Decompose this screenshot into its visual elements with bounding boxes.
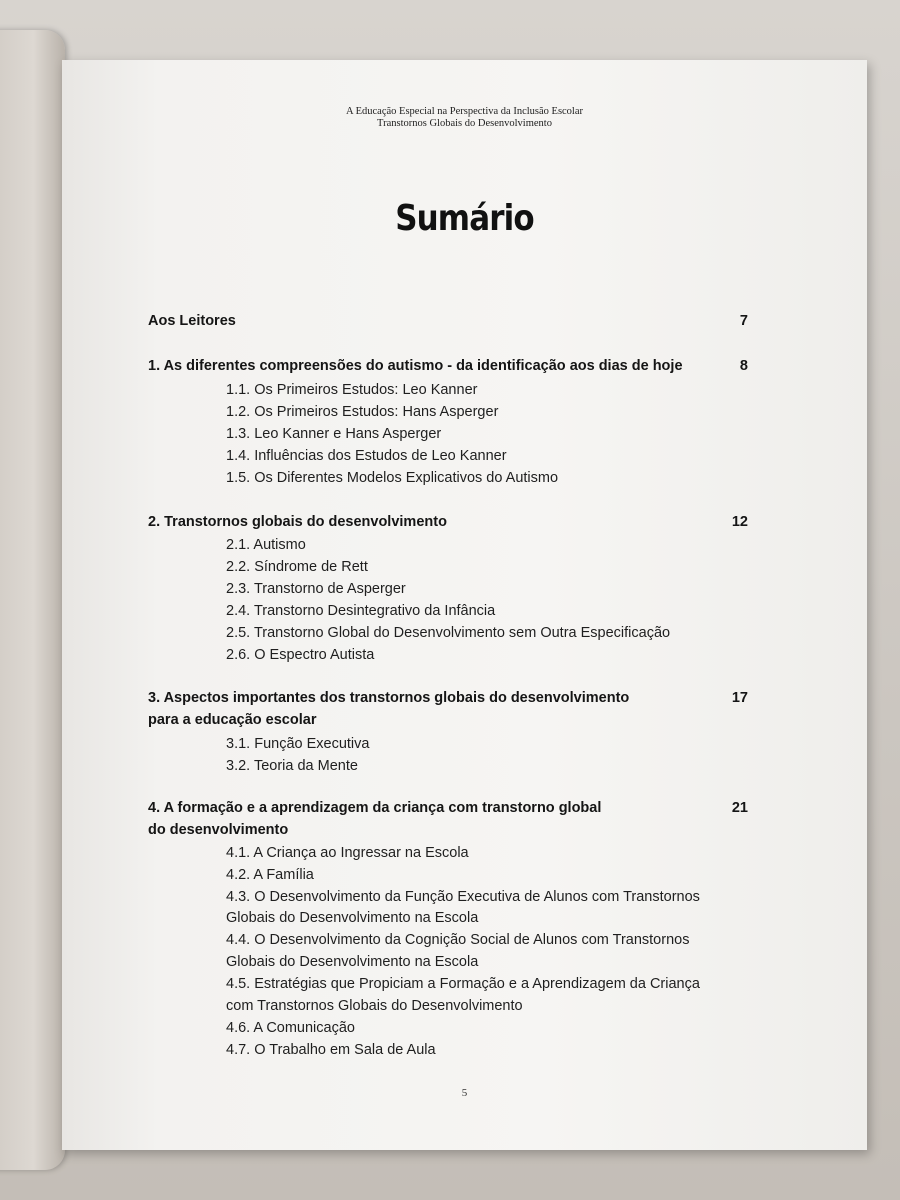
running-head [62, 106, 867, 130]
toc-entry-aos-leitores: Aos Leitores [148, 313, 236, 329]
toc-entry-section-1: 1. As diferentes compreensões do autismo - da identificação aos dias de hoje [148, 358, 683, 374]
toc-entry-section-3-line-2: para a educação escolar [148, 712, 317, 728]
toc-item-1-5: 1.5. Os Diferentes Modelos Explicativos do Autismo [226, 470, 559, 486]
toc-item-1-4: 1.4. Influências dos Estudos de Leo Kanner [226, 448, 507, 464]
toc-item-4-3-cont: Globais do Desenvolvimento na Escola [226, 910, 479, 926]
toc-item-4-7: 4.7. O Trabalho em Sala de Aula [226, 1042, 436, 1058]
toc-item-4-2: 4.2. A Família [226, 867, 314, 883]
toc-entry-section-2: 2. Transtornos globais do desenvolvimento [148, 514, 447, 530]
toc-item-2-2: 2.2. Síndrome de Rett [226, 559, 368, 575]
toc-page-section-4: 21 [731, 800, 748, 816]
toc-item-4-6: 4.6. A Comunicação [226, 1020, 355, 1036]
toc-item-3-2: 3.2. Teoria da Mente [226, 758, 358, 774]
toc-item-4-1: 4.1. A Criança ao Ingressar na Escola [226, 845, 469, 861]
page-number: 5 [461, 1087, 468, 1099]
toc-entry-section-3-line-1: 3. Aspectos importantes dos transtornos globais do desenvolvimento [148, 690, 630, 706]
toc-item-1-2: 1.2. Os Primeiros Estudos: Hans Asperger [226, 404, 499, 420]
toc-item-1-1: 1.1. Os Primeiros Estudos: Leo Kanner [226, 382, 478, 398]
toc-page-section-3: 17 [731, 690, 748, 706]
book-page [62, 60, 867, 1150]
toc-page-section-2: 12 [731, 514, 748, 530]
toc-entry-section-4-line-2: do desenvolvimento [148, 822, 289, 838]
toc-item-4-5: 4.5. Estratégias que Propiciam a Formação e a Aprendizagem da Criança [226, 976, 700, 992]
toc-page-aos-leitores: 7 [739, 313, 748, 329]
facing-page-edge [0, 30, 65, 1170]
toc-item-3-1: 3.1. Função Executiva [226, 736, 370, 752]
toc-item-2-1: 2.1. Autismo [226, 537, 306, 553]
toc-item-4-4: 4.4. O Desenvolvimento da Cognição Social de Alunos com Transtornos [226, 932, 690, 948]
toc-entry-section-4-line-1: 4. A formação e a aprendizagem da criança com transtorno global [148, 800, 602, 816]
running-head-line-2: Transtornos Globais do Desenvolvimento [377, 118, 552, 129]
toc-item-4-4-cont: Globais do Desenvolvimento na Escola [226, 954, 479, 970]
toc-page-section-1: 8 [739, 358, 748, 374]
toc-item-1-3: 1.3. Leo Kanner e Hans Asperger [226, 426, 442, 442]
running-head-line-1: A Educação Especial na Perspectiva da Inclusão Escolar [345, 106, 584, 117]
toc-item-4-3: 4.3. O Desenvolvimento da Função Executiva de Alunos com Transtornos [226, 889, 700, 905]
toc-item-2-4: 2.4. Transtorno Desintegrativo da Infância [226, 603, 496, 619]
toc-item-2-5: 2.5. Transtorno Global do Desenvolvimento sem Outra Especificação [226, 625, 671, 641]
page-title: Sumário [395, 198, 534, 239]
toc-item-2-6: 2.6. O Espectro Autista [226, 647, 375, 663]
toc-item-4-5-cont: com Transtornos Globais do Desenvolvimento [226, 998, 523, 1014]
toc-item-2-3: 2.3. Transtorno de Asperger [226, 581, 406, 597]
